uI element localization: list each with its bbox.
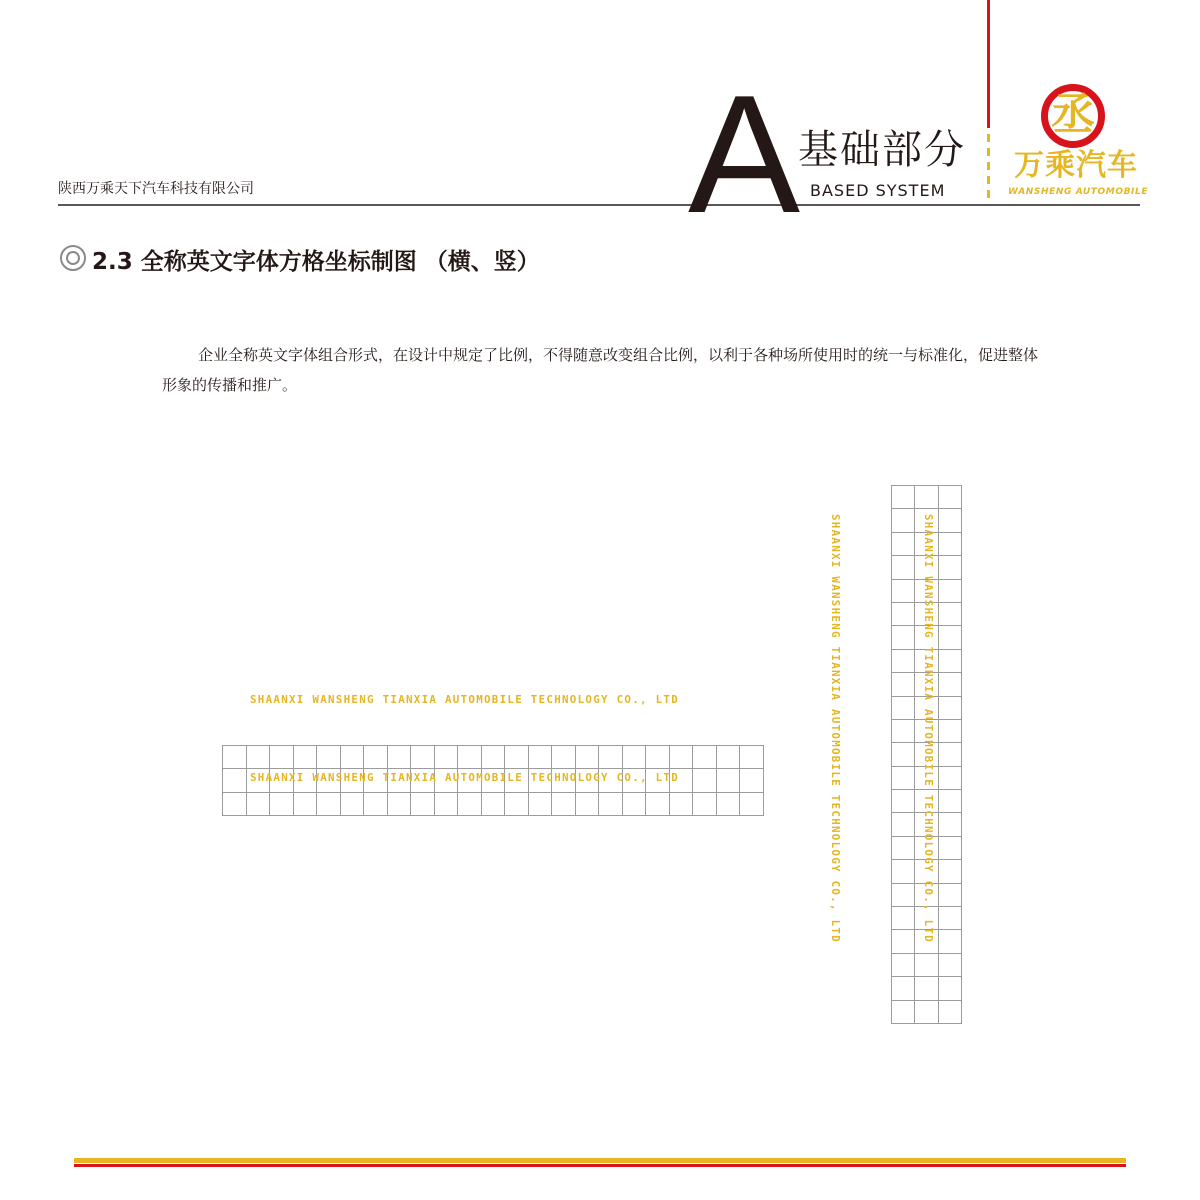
grid-cell [388,746,412,769]
grid-cell [693,769,717,792]
grid-cell [294,746,318,769]
header-red-line [987,0,990,128]
grid-cell [740,769,764,792]
grid-cell [740,793,764,816]
header-gold-dash [987,134,990,142]
grid-cell [939,743,962,766]
grid-cell [294,793,318,816]
grid-cell [939,860,962,883]
grid-cell [892,509,915,532]
grid-cell [892,533,915,556]
grid-cell [317,793,341,816]
english-name-vertical: SHAANXI WANSHENG TIANXIA AUTOMOBILE TECHNOLOGY CO., LTD [829,514,842,944]
grid-cell [939,954,962,977]
header-gold-dash [987,190,990,198]
grid-cell [576,746,600,769]
grid-cell [939,626,962,649]
grid-cell [364,746,388,769]
grid-cell [892,720,915,743]
grid-cell [915,1001,938,1024]
grid-cell [892,673,915,696]
grid-cell [693,746,717,769]
grid-cell [646,746,670,769]
grid-cell [223,769,247,792]
grid-cell [458,746,482,769]
grid-cell [482,746,506,769]
grid-cell [939,930,962,953]
logo-name-cn: 万乘汽车 [1014,148,1138,183]
grid-cell [939,580,962,603]
grid-cell [646,793,670,816]
grid-cell [247,746,271,769]
header-gold-dash [987,176,990,184]
section-letter: A [688,60,801,248]
english-name-vertical-on-grid: SHAANXI WANSHENG TIANXIA AUTOMOBILE TECHNOLOGY CO., LTD [922,514,935,944]
grid-cell [247,793,271,816]
grid-cell [623,746,647,769]
grid-cell [317,746,341,769]
grid-cell [599,746,623,769]
grid-cell [892,626,915,649]
english-name-horizontal-on-grid: SHAANXI WANSHENG TIANXIA AUTOMOBILE TECHNOLOGY CO., LTD [250,771,680,784]
grid-cell [892,743,915,766]
grid-cell [939,697,962,720]
grid-cell [364,793,388,816]
grid-cell [341,793,365,816]
grid-cell [388,793,412,816]
grid-cell [892,603,915,626]
grid-cell [892,697,915,720]
grid-cell [939,837,962,860]
grid-cell [939,790,962,813]
grid-cell [693,793,717,816]
grid-cell [892,954,915,977]
grid-cell [892,977,915,1000]
grid-cell [341,746,365,769]
grid-cell [939,533,962,556]
grid-cell [552,793,576,816]
grid-cell [892,580,915,603]
grid-cell [458,793,482,816]
footer-gold-stripe [74,1158,1126,1163]
grid-cell [892,813,915,836]
grid-cell [939,673,962,696]
grid-cell [599,793,623,816]
grid-cell [223,746,247,769]
grid-cell [670,746,694,769]
grid-cell [915,954,938,977]
header-divider [58,204,1140,206]
grid-cell [939,509,962,532]
grid-cell [892,767,915,790]
grid-cell [939,486,962,509]
grid-cell [505,746,529,769]
grid-cell [623,793,647,816]
bullet-circle-icon [60,245,86,271]
grid-cell [670,793,694,816]
grid-cell [892,650,915,673]
description-paragraph: 企业全称英文字体组合形式，在设计中规定了比例，不得随意改变组合比例，以利于各种场所使用时的统一与标准化，促进整体形象的传播和推广。 [162,346,1039,394]
grid-cell [482,793,506,816]
grid-cell [576,793,600,816]
grid-cell [552,746,576,769]
grid-cell [435,746,459,769]
grid-cell [892,884,915,907]
grid-cell [892,930,915,953]
grid-cell [939,977,962,1000]
grid-cell [939,650,962,673]
grid-cell [892,1001,915,1024]
grid-cell [411,746,435,769]
grid-cell [915,486,938,509]
grid-cell [717,793,741,816]
grid-cell [717,769,741,792]
company-name: 陕西万乘天下汽车科技有限公司 [58,181,254,197]
grid-cell [892,556,915,579]
grid-cell [939,1001,962,1024]
grid-cell [939,556,962,579]
grid-cell [740,746,764,769]
grid-cell [223,793,247,816]
footer-red-stripe [74,1164,1126,1167]
header-gold-dash [987,148,990,156]
grid-cell [939,767,962,790]
grid-cell [529,793,553,816]
header-gold-dash [987,162,990,170]
section-heading: 2.3 全称英文字体方格坐标制图 （横、竖） [92,249,540,275]
logo-mark: 丞 [1051,89,1095,140]
grid-cell [939,884,962,907]
section-title: 基础部分 [798,127,966,173]
grid-cell [939,603,962,626]
grid-cell [411,793,435,816]
grid-cell [892,860,915,883]
grid-cell [435,793,459,816]
grid-cell [892,790,915,813]
grid-cell [939,813,962,836]
grid-cell [270,746,294,769]
grid-cell [892,837,915,860]
logo-name-en: WANSHENG AUTOMOBILE [1008,187,1149,197]
grid-cell [939,907,962,930]
english-name-horizontal: SHAANXI WANSHENG TIANXIA AUTOMOBILE TECHNOLOGY CO., LTD [250,693,680,706]
grid-cell [915,977,938,1000]
grid-cell [270,793,294,816]
grid-cell [892,907,915,930]
grid-cell [505,793,529,816]
grid-cell [717,746,741,769]
grid-cell [529,746,553,769]
grid-cell [939,720,962,743]
section-subtitle: BASED SYSTEM [810,181,946,200]
grid-cell [892,486,915,509]
